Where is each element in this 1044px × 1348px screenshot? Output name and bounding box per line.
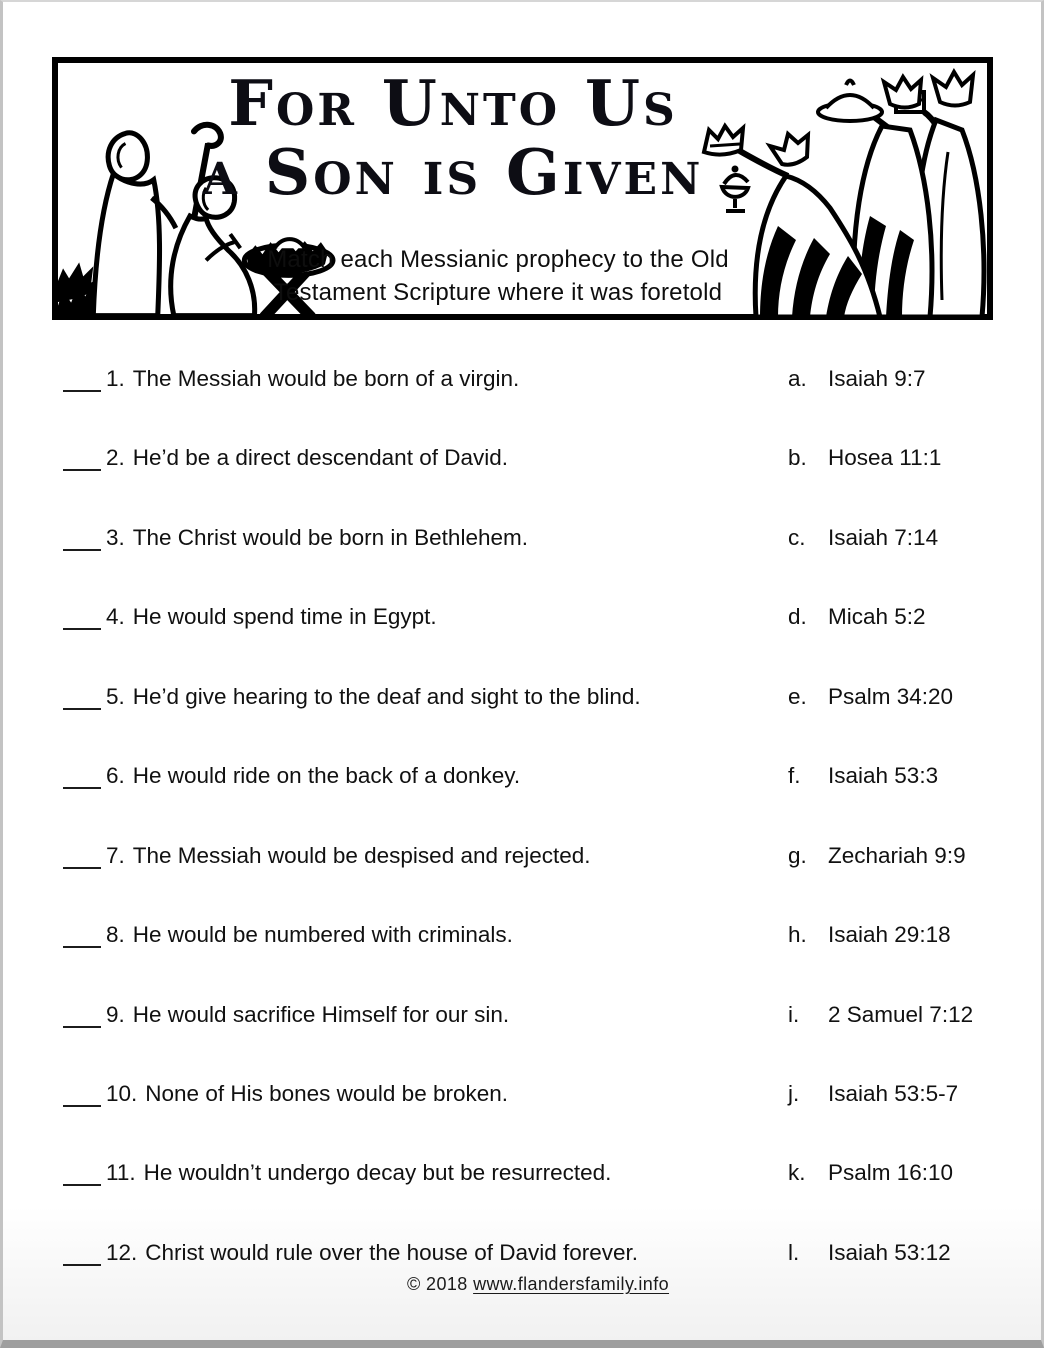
- scripture-reference: Isaiah 53:5-7: [828, 1080, 959, 1106]
- match-row: [3, 344, 1041, 423]
- question-number: 11.: [106, 1160, 136, 1186]
- match-row: [3, 1059, 1041, 1138]
- answer-blank[interactable]: [63, 549, 101, 551]
- answer-blank[interactable]: [63, 469, 101, 471]
- question-text: None of His bones would be broken.: [145, 1080, 509, 1106]
- title-line-2: a Son is Given: [202, 135, 704, 209]
- answer-letter: i.: [788, 1001, 800, 1027]
- question-number: 7.: [106, 842, 125, 868]
- subtitle-line-2: Testament Scripture where it was foretold: [273, 279, 723, 306]
- scripture-reference: 2 Samuel 7:12: [828, 1001, 974, 1027]
- question-text: He’d be a direct descendant of David.: [132, 445, 508, 471]
- question-number: 3.: [106, 524, 125, 550]
- match-row: [3, 662, 1041, 741]
- question-number: 12.: [106, 1239, 138, 1265]
- question-text: The Christ would be born in Bethlehem.: [132, 524, 528, 550]
- answer-letter: a.: [788, 366, 807, 391]
- question-number: 8.: [106, 922, 125, 948]
- footer-link[interactable]: www.flandersfamily.info: [473, 1274, 670, 1294]
- question-text: He would ride on the back of a donkey.: [132, 763, 521, 789]
- question-number: 9.: [106, 1001, 125, 1027]
- match-row: [3, 582, 1041, 661]
- question-text: The Messiah would be despised and rejected.: [132, 842, 591, 868]
- scripture-reference: Isaiah 29:18: [828, 922, 951, 948]
- question-number: 2.: [106, 445, 125, 471]
- answer-blank[interactable]: [63, 1264, 101, 1266]
- question-text: He wouldn’t undergo decay but be resurrected.: [143, 1160, 612, 1186]
- question-number: 4.: [106, 604, 125, 630]
- answer-blank[interactable]: [63, 1184, 101, 1186]
- question-text: He would sacrifice Himself for our sin.: [132, 1001, 510, 1027]
- question-text: Christ would rule over the house of David forever.: [145, 1239, 639, 1265]
- match-row: [3, 900, 1041, 979]
- answer-blank[interactable]: [63, 1026, 101, 1028]
- answer-letter: c.: [788, 524, 806, 550]
- scripture-reference: Isaiah 53:12: [828, 1239, 951, 1265]
- answer-blank[interactable]: [63, 1105, 101, 1107]
- question-text: He’d give hearing to the deaf and sight to the blind.: [132, 683, 641, 709]
- match-row: [3, 741, 1041, 820]
- match-row: [3, 503, 1041, 582]
- worksheet-subtitle: [208, 243, 788, 309]
- question-number: 6.: [106, 763, 125, 789]
- answer-blank[interactable]: [63, 867, 101, 869]
- title-banner: [52, 57, 993, 320]
- scripture-reference: Psalm 16:10: [828, 1160, 954, 1186]
- copyright-text: © 2018: [406, 1274, 468, 1294]
- question-text: He would spend time in Egypt.: [132, 604, 437, 630]
- answer-letter: f.: [788, 763, 801, 789]
- scripture-reference: Psalm 34:20: [828, 683, 954, 709]
- match-row: [3, 980, 1041, 1059]
- answer-letter: b.: [788, 445, 807, 471]
- answer-blank[interactable]: [63, 946, 101, 948]
- match-row: [3, 423, 1041, 502]
- answer-letter: j.: [788, 1080, 800, 1106]
- answer-letter: l.: [788, 1239, 800, 1265]
- answer-letter: d.: [788, 604, 807, 630]
- scripture-reference: Isaiah 53:3: [828, 763, 939, 789]
- question-text: He would be numbered with criminals.: [132, 922, 513, 948]
- answer-letter: k.: [788, 1160, 806, 1186]
- question-number: 10.: [106, 1080, 138, 1106]
- subtitle-line-1: Match each Messianic prophecy to the Old: [267, 246, 729, 273]
- scripture-reference: Isaiah 7:14: [828, 524, 939, 550]
- matching-list: [3, 344, 1041, 1297]
- question-number: 5.: [106, 683, 125, 709]
- question-text: The Messiah would be born of a virgin.: [132, 366, 520, 391]
- scripture-reference: Zechariah 9:9: [828, 842, 966, 868]
- answer-blank[interactable]: [63, 390, 101, 392]
- title-line-1: For Unto Us: [228, 66, 678, 140]
- match-row: [3, 1138, 1041, 1217]
- scripture-reference: Micah 5:2: [828, 604, 926, 630]
- answer-letter: h.: [788, 922, 807, 948]
- footer: [3, 1274, 1041, 1295]
- question-number: 1.: [106, 366, 125, 391]
- scripture-reference: Isaiah 9:7: [828, 366, 926, 391]
- answer-letter: g.: [788, 842, 807, 868]
- match-row: [3, 821, 1041, 900]
- answer-blank[interactable]: [63, 787, 101, 789]
- scripture-reference: Hosea 11:1: [828, 445, 942, 471]
- answer-blank[interactable]: [63, 708, 101, 710]
- answer-letter: e.: [788, 683, 807, 709]
- answer-blank[interactable]: [63, 628, 101, 630]
